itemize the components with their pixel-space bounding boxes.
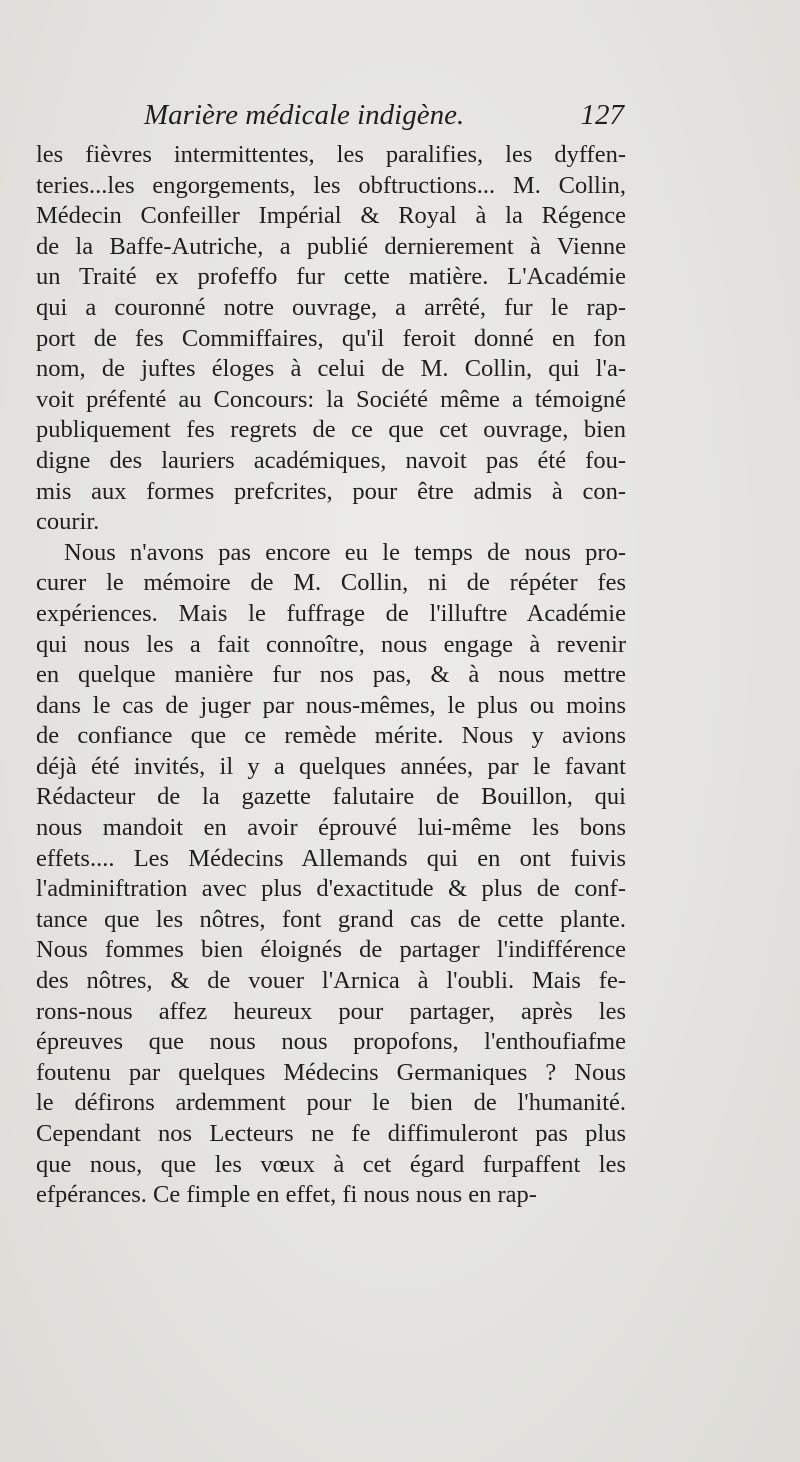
text-block <box>36 100 626 1211</box>
text-line: un Traité ex profeffo fur cette matière. L'Académie <box>36 263 626 291</box>
text-line: qui a couronné notre ouvrage, a arrêté, fur le rap- <box>36 293 626 321</box>
text-line: en quelque manière fur nos pas, & à nous mettre <box>36 661 626 689</box>
text-line: Rédacteur de la gazette falutaire de Bouillon, qui <box>36 783 626 811</box>
text-line: des nôtres, & de vouer l'Arnica à l'oubli. Mais fe- <box>36 967 626 995</box>
text-line: tance que les nôtres, font grand cas de cette plante. <box>36 905 626 933</box>
text-line: Nous fommes bien éloignés de partager l'indifférence <box>36 936 626 964</box>
text-line: expériences. Mais le fuffrage de l'illuftre Académie <box>36 599 626 627</box>
text-line: de la Baffe-Autriche, a publié dernierement à Vienne <box>36 232 626 260</box>
running-header <box>36 100 626 140</box>
text-line: publiquement fes regrets de ce que cet ouvrage, bien <box>36 416 626 444</box>
text-line: que nous, que les vœux à cet égard furpaffent les <box>36 1150 626 1178</box>
text-line: courir. <box>36 508 100 536</box>
text-line: effets.... Les Médecins Allemands qui en ont fuivis <box>36 844 626 872</box>
text-line: Nous n'avons pas encore eu le temps de nous pro- <box>64 538 626 566</box>
text-line: épreuves que nous nous propofons, l'enthoufiafme <box>36 1028 626 1056</box>
text-line: Cependant nos Lecteurs ne fe diffimuleront pas plus <box>36 1120 626 1147</box>
text-line: nom, de juftes éloges à celui de M. Collin, qui l'a- <box>36 355 626 383</box>
text-line: voit préfenté au Concours: la Société même a témoigné <box>36 385 626 413</box>
page-number: 127 <box>580 99 624 131</box>
text-line: de confiance que ce remède mérite. Nous y avions <box>36 722 626 750</box>
running-title: Marière médicale indigène. <box>144 99 465 131</box>
text-line: nous mandoit en avoir éprouvé lui-même les bons <box>36 814 626 842</box>
text-line: déjà été invités, il y a quelques années, par le favant <box>36 752 626 780</box>
text-line: les fièvres intermittentes, les paralifies, les dyffen- <box>36 141 626 168</box>
text-line: curer le mémoire de M. Collin, ni de répéter fes <box>36 569 626 597</box>
text-line: teries...les engorgements, les obftructions... M. Collin, <box>36 171 626 199</box>
text-line: mis aux formes prefcrites, pour être admis à con- <box>36 477 626 505</box>
text-line: le défirons ardemment pour le bien de l'humanité. <box>36 1089 626 1117</box>
text-line: port de fes Commiffaires, qu'il feroit donné en fon <box>36 324 626 352</box>
text-line: dans le cas de juger par nous-mêmes, le plus ou moins <box>36 691 626 719</box>
text-line: efpérances. Ce fimple en effet, fi nous nous en rap- <box>36 1181 537 1209</box>
text-line: qui nous les a fait connoître, nous engage à revenir <box>36 630 626 658</box>
text-line: foutenu par quelques Médecins Germaniques ? Nous <box>36 1058 626 1086</box>
text-line: rons-nous affez heureux pour partager, après les <box>36 997 626 1025</box>
text-line: digne des lauriers académiques, navoit pas été fou- <box>36 446 626 474</box>
text-line: l'adminiftration avec plus d'exactitude & plus de conf- <box>36 875 626 903</box>
text-line: Médecin Confeiller Impérial & Royal à la Régence <box>36 202 626 230</box>
body-text <box>36 140 626 1211</box>
